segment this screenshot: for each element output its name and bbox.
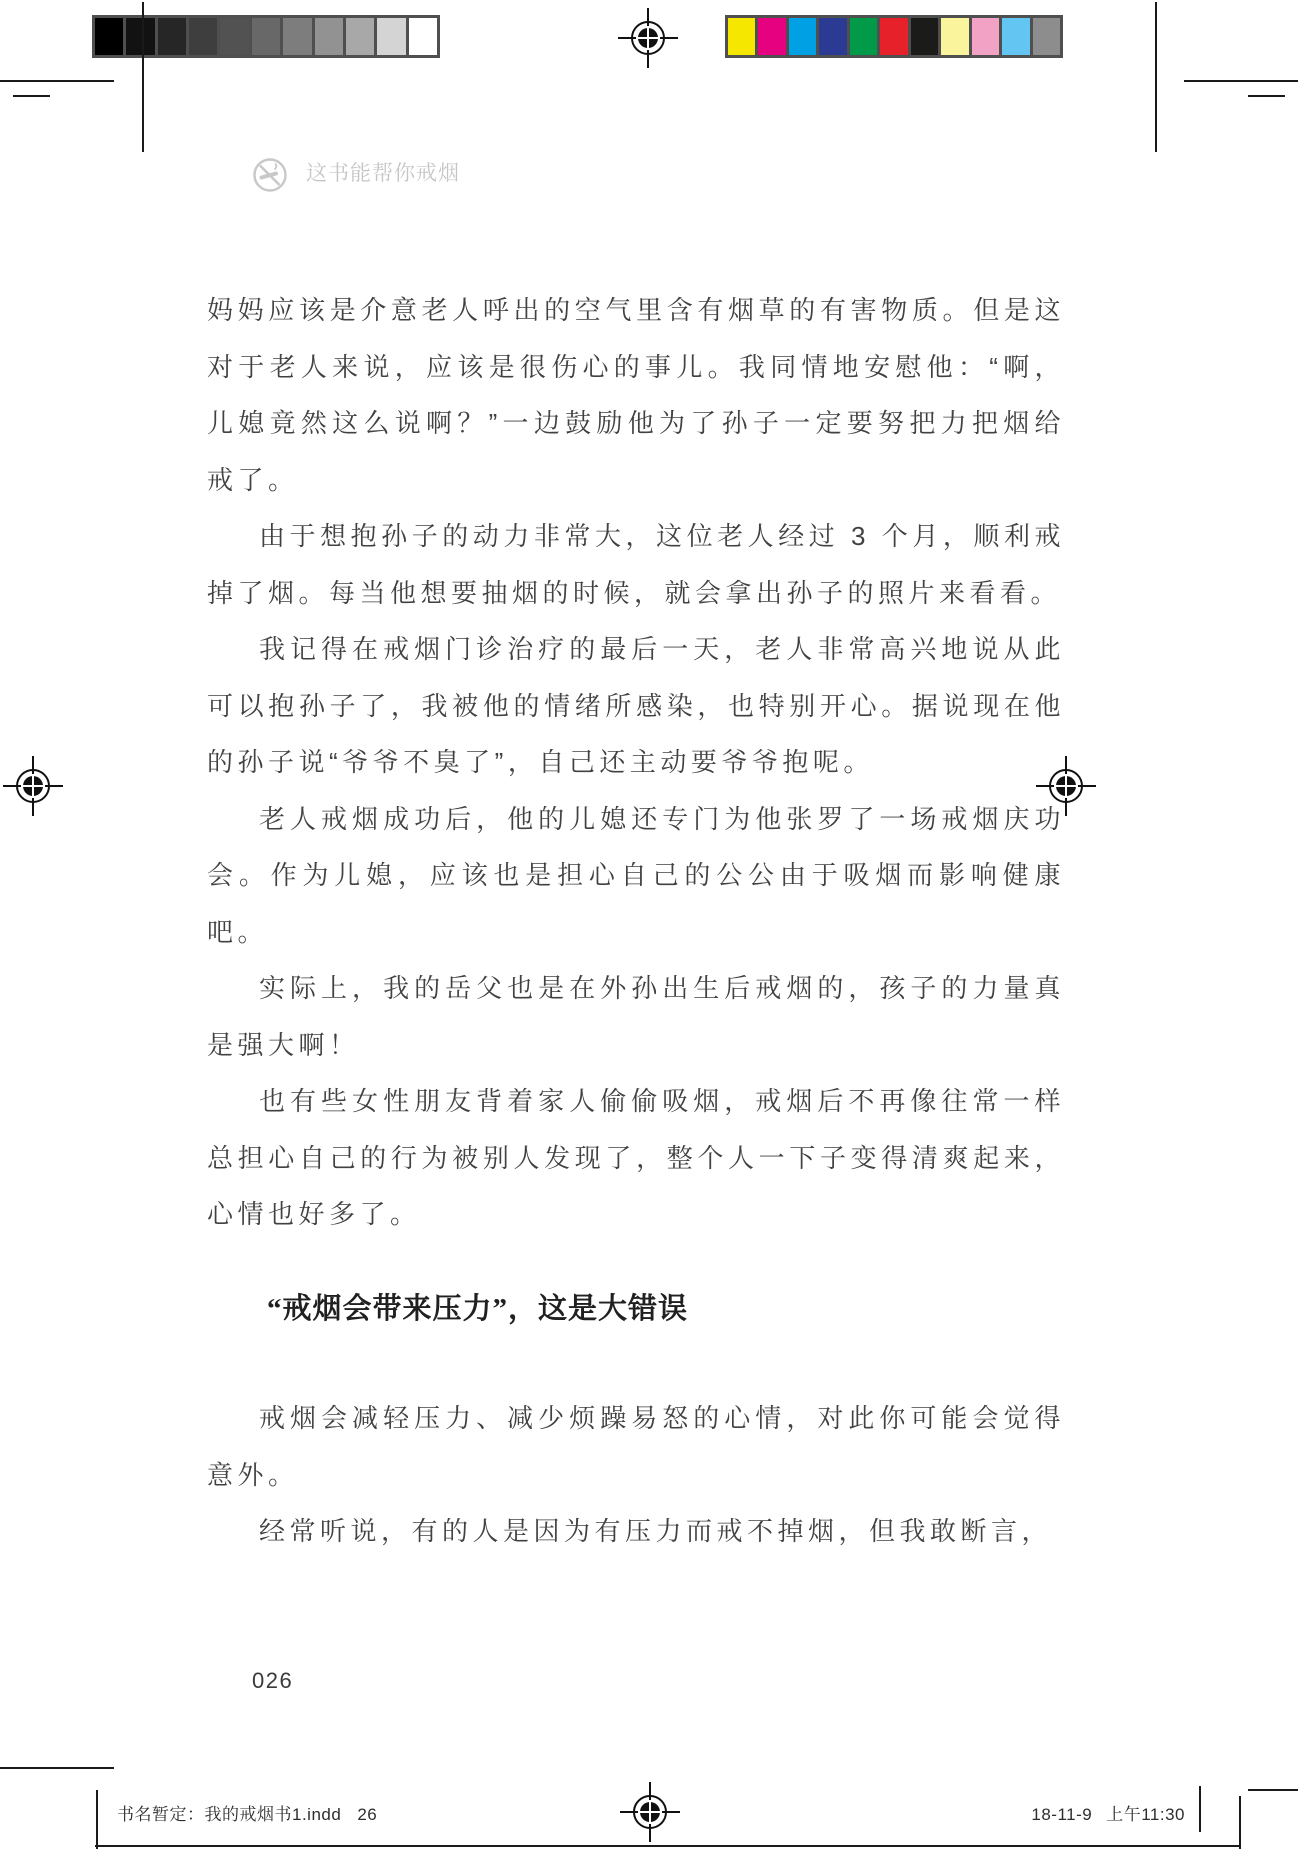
color-swatch <box>880 18 907 55</box>
color-swatch <box>409 18 437 55</box>
color-swatch <box>252 18 280 55</box>
body-text <box>207 282 1065 1243</box>
paragraph: 妈妈应该是介意老人呼出的空气里含有烟草的有害物质。但是这对于老人来说，应该是很伤心的事儿。我同情地安慰他：“啊，儿媳竟然这么说啊？”一边鼓励他为了孙子一定要努把力把烟给戒了。 <box>207 295 1065 495</box>
crop-mark <box>0 1767 114 1769</box>
crop-mark <box>1248 95 1285 97</box>
color-swatch <box>377 18 405 55</box>
crop-mark <box>0 80 114 82</box>
paragraph: 也有些女性朋友背着家人偷偷吸烟，戒烟后不再像往常一样总担心自己的行为被别人发现了，整个人一下子变得清爽起来，心情也好多了。 <box>207 1086 1065 1229</box>
color-swatch <box>315 18 343 55</box>
color-swatch <box>1033 18 1060 55</box>
paragraph: 经常听说，有的人是因为有压力而戒不掉烟，但我敢断言， <box>259 1516 1053 1546</box>
footer-filename: 书名暂定：我的戒烟书1.indd <box>117 1805 342 1824</box>
crop-mark <box>1184 80 1298 82</box>
footer-slug <box>117 1800 377 1825</box>
color-swatch <box>972 18 999 55</box>
logo-text: 这书能帮你戒烟 <box>306 162 460 185</box>
registration-mark-icon <box>1 754 65 818</box>
color-swatch <box>941 18 968 55</box>
paragraph: 由于想抱孙子的动力非常大，这位老人经过 3 个月，顺利戒掉了烟。每当他想要抽烟的时候，就会拿出孙子的照片来看看。 <box>207 521 1065 608</box>
section-heading: “戒烟会带来压力”，这是大错误 <box>267 1293 689 1325</box>
color-swatch <box>911 18 938 55</box>
grayscale-calibration-bar <box>92 15 440 58</box>
color-swatch <box>346 18 374 55</box>
registration-mark-icon <box>618 1780 682 1844</box>
crop-mark <box>1248 1789 1298 1791</box>
crop-mark <box>142 2 144 152</box>
color-swatch <box>819 18 846 55</box>
color-swatch <box>189 18 217 55</box>
paragraph: 戒烟会减轻压力、减少烦躁易怒的心情，对此你可能会觉得意外。 <box>207 1403 1065 1490</box>
footer-page-ref: 26 <box>357 1805 378 1824</box>
crop-mark <box>13 95 50 97</box>
no-smoking-icon <box>251 156 289 194</box>
body-text <box>207 1390 1065 1560</box>
color-swatch <box>758 18 785 55</box>
color-swatch <box>283 18 311 55</box>
paragraph: 老人戒烟成功后，他的儿媳还专门为他张罗了一场戒烟庆功会。作为儿媳，应该也是担心自己的公公由于吸烟而影响健康吧。 <box>207 803 1065 947</box>
footer-timestamp <box>1031 1800 1185 1825</box>
color-swatch <box>1002 18 1029 55</box>
color-swatch <box>728 18 755 55</box>
paragraph: 实际上，我的岳父也是在外孙出生后戒烟的，孩子的力量真是强大啊！ <box>207 973 1065 1060</box>
footer-date: 18-11-9 <box>1031 1805 1093 1824</box>
color-swatch <box>95 18 123 55</box>
bottom-trim-line <box>95 1845 1241 1847</box>
registration-mark-icon <box>616 6 680 70</box>
color-calibration-bar <box>725 15 1063 58</box>
color-swatch <box>220 18 248 55</box>
color-swatch <box>789 18 816 55</box>
crop-mark <box>1155 2 1157 152</box>
crop-mark <box>96 1790 98 1849</box>
color-swatch <box>126 18 154 55</box>
footer-time: 上午11:30 <box>1106 1805 1185 1824</box>
crop-mark <box>1239 1796 1241 1849</box>
color-swatch <box>158 18 186 55</box>
paragraph: 我记得在戒烟门诊治疗的最后一天，老人非常高兴地说从此可以抱孙子了，我被他的情绪所感染，也特别开心。据说现在他的孙子说“爷爷不臭了”，自己还主动要爷爷抱呢。 <box>207 634 1065 777</box>
page-number: 026 <box>252 1668 294 1693</box>
crop-mark <box>1199 1786 1201 1832</box>
color-swatch <box>850 18 877 55</box>
